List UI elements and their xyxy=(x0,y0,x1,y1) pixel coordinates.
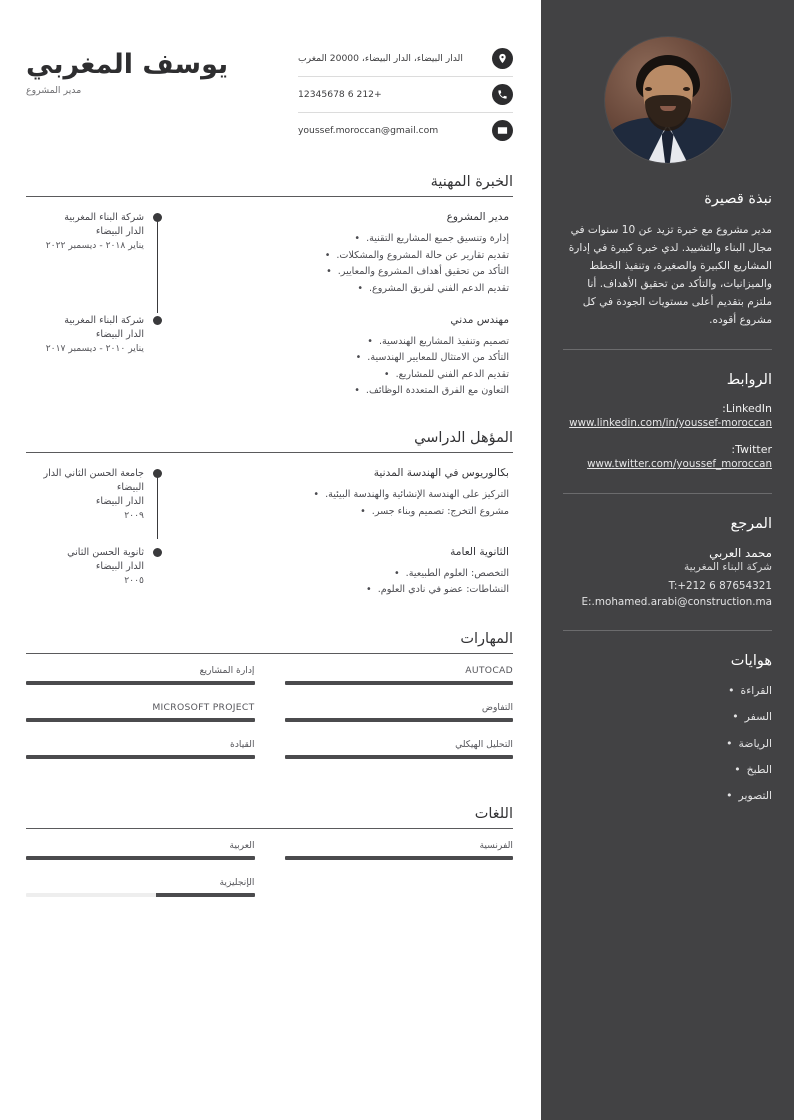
skill-bar-fill xyxy=(26,718,255,722)
sidebar-links xyxy=(563,350,772,473)
linkedin-label: LinkedIn: xyxy=(722,402,772,415)
reference-name: محمد العربي xyxy=(709,545,772,560)
timeline-axis xyxy=(144,210,170,297)
twitter-url[interactable]: www.twitter.com/youssef_moroccan xyxy=(587,458,772,471)
education-timeline xyxy=(26,453,513,614)
skill-label: AUTOCAD xyxy=(465,664,513,676)
timeline-dot-icon xyxy=(153,548,162,557)
language-bar-fill xyxy=(285,856,514,860)
education-degree: الثانوية العامة xyxy=(450,545,509,558)
hobbies-heading: هوايات xyxy=(730,653,772,670)
experience-bullets xyxy=(170,231,509,297)
bullet: التعاون مع الفرق المتعددة الوظائف. • xyxy=(170,383,509,400)
hobbies-list xyxy=(563,683,772,804)
skill-label: التحليل الهيكلي xyxy=(455,738,513,750)
language-bar xyxy=(285,856,514,860)
list-item: السفر • xyxy=(563,709,772,724)
skill-item xyxy=(285,665,514,685)
skill-label: القيادة xyxy=(230,738,255,750)
skill-label: التفاوض xyxy=(481,701,513,713)
address-text: الدار البيضاء، الدار البيضاء، 20000 المغرب xyxy=(298,52,463,64)
sidebar-divider xyxy=(563,349,772,350)
links-heading: الروابط xyxy=(726,372,772,388)
skill-bar xyxy=(26,755,255,759)
section-experience xyxy=(26,174,513,416)
link-item-linkedin xyxy=(563,402,772,431)
skill-bar-fill xyxy=(26,755,255,759)
list-item: الطبخ • xyxy=(563,762,772,777)
timeline-axis xyxy=(144,545,170,599)
skill-item xyxy=(285,739,514,759)
skill-bar-fill xyxy=(285,681,514,685)
language-bar-fill xyxy=(26,856,255,860)
contact-row-phone[interactable] xyxy=(298,76,513,112)
experience-role: مدير المشروع xyxy=(446,211,509,224)
experience-item xyxy=(26,210,513,313)
experience-heading: الخبرة المهنية xyxy=(430,174,513,190)
section-education xyxy=(26,430,513,615)
bullet: التخصص: العلوم الطبيعية. • xyxy=(170,566,509,583)
timeline-dot-icon xyxy=(153,213,162,222)
list-item: القراءة • xyxy=(563,683,772,698)
section-skills xyxy=(26,631,513,776)
summary-heading: نبذة قصيرة xyxy=(704,191,772,207)
education-item xyxy=(26,466,513,545)
linkedin-url[interactable]: www.linkedin.com/in/youssef-moroccan xyxy=(569,417,772,429)
bullet: تقديم الدعم الفني لفريق المشروع. • xyxy=(170,281,509,298)
language-item xyxy=(26,877,255,897)
experience-city: الدار البيضاء xyxy=(95,329,144,341)
header-area xyxy=(26,41,513,148)
skills-grid xyxy=(26,654,513,776)
sidebar-divider xyxy=(563,493,772,494)
language-bar xyxy=(26,893,255,897)
skill-bar xyxy=(26,718,255,722)
twitter-label: Twitter: xyxy=(731,443,772,457)
skill-bar xyxy=(285,718,514,722)
language-label: العربية xyxy=(229,840,255,852)
languages-heading: اللغات xyxy=(474,805,513,822)
bullet: التأكد من الامتثال للمعايير الهندسية. • xyxy=(170,350,509,367)
experience-city: الدار البيضاء xyxy=(95,226,144,238)
experience-timeline xyxy=(26,197,513,416)
education-date: ٢٠٠٩ xyxy=(124,509,144,521)
reference-company: شركة البناء المغربية xyxy=(683,560,772,573)
reference-phone: T:+212 6 87654321 xyxy=(668,579,772,592)
skill-bar-fill xyxy=(26,681,255,685)
skill-label: MICROSOFT PROJECT xyxy=(152,701,255,713)
experience-date: يناير ٢٠١٠ - ديسمبر ٢٠١٧ xyxy=(45,342,144,354)
education-body xyxy=(170,466,513,523)
section-languages xyxy=(26,806,513,914)
timeline-line xyxy=(157,215,158,313)
bullet: تصميم وتنفيذ المشاريع الهندسية. • xyxy=(170,334,509,351)
summary-text: مدير مشروع مع خبرة تزيد عن 10 سنوات في مجال البناء والتشييد. لدي خبرة كبيرة في إدارة المشاريع الكبيرة والصغيرة، وتنفيذ الخطط والميزانيات، والتأكد من تحقيق الأهداف. أنا ملتزم بتقديم أعلى مستويات الجودة في كل مشروع أقوده. xyxy=(568,224,772,326)
skill-bar-fill xyxy=(285,755,514,759)
bullet: التركيز على الهندسة الإنشائية والهندسة البيئية. • xyxy=(170,487,509,504)
education-degree: بكالوريوس في الهندسة المدنية xyxy=(373,467,509,480)
skills-heading: المهارات xyxy=(460,630,513,647)
education-city: الدار البيضاء xyxy=(95,496,144,508)
location-pin-icon xyxy=(492,48,513,69)
phone-text: +212 6 12345678 xyxy=(298,88,382,100)
avatar xyxy=(605,37,731,163)
languages-column-right xyxy=(26,840,255,914)
education-heading: المؤهل الدراسي xyxy=(414,429,513,446)
list-item: التصوير • xyxy=(563,788,772,803)
bullet: التأكد من تحقيق أهداف المشروع والمعايير. • xyxy=(170,264,509,281)
bullet: النشاطات: عضو في نادي العلوم. • xyxy=(170,582,509,599)
sidebar-summary xyxy=(563,163,772,329)
education-body xyxy=(170,545,513,599)
timeline-axis xyxy=(144,313,170,400)
language-bar xyxy=(26,856,255,860)
sidebar-reference xyxy=(563,494,772,610)
timeline-dot-icon xyxy=(153,469,162,478)
contact-list xyxy=(298,41,513,148)
envelope-icon xyxy=(492,120,513,141)
skill-item xyxy=(26,702,255,722)
languages-grid xyxy=(26,829,513,914)
list-item: الرياضة • xyxy=(563,736,772,751)
avatar-wrap xyxy=(563,0,772,163)
bullet: تقديم تقارير عن حالة المشروع والمشكلات. • xyxy=(170,248,509,265)
language-item xyxy=(285,840,514,860)
experience-body xyxy=(170,210,513,297)
skill-item xyxy=(26,739,255,759)
bullet: مشروع التخرج: تصميم وبناء جسر. • xyxy=(170,504,509,521)
timeline-axis xyxy=(144,466,170,523)
experience-org: شركة البناء المغربية xyxy=(64,212,144,224)
bullet: تقديم الدعم الفني للمشاريع. • xyxy=(170,367,509,384)
experience-body xyxy=(170,313,513,400)
skill-bar xyxy=(26,681,255,685)
experience-item xyxy=(26,313,513,416)
skills-column-right xyxy=(26,665,255,776)
skill-item xyxy=(285,702,514,722)
language-bar-fill xyxy=(156,893,254,897)
full-name: يوسف المغربي xyxy=(26,49,229,80)
skill-bar-fill xyxy=(285,718,514,722)
education-item xyxy=(26,545,513,615)
name-block xyxy=(26,41,228,96)
contact-row-email[interactable] xyxy=(298,112,513,148)
skills-column-left xyxy=(285,665,514,776)
education-meta xyxy=(26,466,144,523)
phone-icon xyxy=(492,84,513,105)
education-org: ثانوية الحسن الثاني xyxy=(67,546,144,558)
languages-column-left xyxy=(285,840,514,914)
education-bullets xyxy=(170,487,509,520)
skill-label: إدارة المشاريع xyxy=(199,664,255,676)
experience-meta xyxy=(26,313,144,400)
sidebar-divider xyxy=(563,630,772,631)
education-bullets xyxy=(170,566,509,599)
job-title: مدير المشروع xyxy=(26,84,82,96)
timeline-line xyxy=(157,471,158,539)
sidebar-hobbies xyxy=(563,631,772,804)
bullet: إدارة وتنسيق جميع المشاريع التقنية. • xyxy=(170,231,509,248)
timeline-dot-icon xyxy=(153,316,162,325)
experience-org: شركة البناء المغربية xyxy=(64,315,144,327)
skill-bar xyxy=(285,681,514,685)
education-city: الدار البيضاء xyxy=(95,560,144,572)
contact-row-address[interactable] xyxy=(298,41,513,76)
language-item xyxy=(26,840,255,860)
email-text: youssef.moroccan@gmail.com xyxy=(298,124,439,136)
skill-bar xyxy=(285,755,514,759)
link-item-twitter xyxy=(563,443,772,472)
education-meta xyxy=(26,545,144,599)
experience-date: يناير ٢٠١٨ - ديسمبر ٢٠٢٢ xyxy=(45,240,144,252)
education-date: ٢٠٠٥ xyxy=(124,574,144,586)
language-label: الفرنسية xyxy=(479,840,513,852)
experience-role: مهندس مدني xyxy=(450,314,509,327)
reference-heading: المرجع xyxy=(730,515,772,532)
experience-bullets xyxy=(170,334,509,400)
language-label: الإنجليزية xyxy=(219,877,255,889)
experience-meta xyxy=(26,210,144,297)
education-org: جامعة الحسن الثاني الدار البيضاء xyxy=(43,468,144,494)
reference-email: E:.mohamed.arabi@construction.ma xyxy=(581,596,772,608)
skill-item xyxy=(26,665,255,685)
avatar-mouth xyxy=(660,106,676,111)
sidebar xyxy=(541,0,794,1120)
